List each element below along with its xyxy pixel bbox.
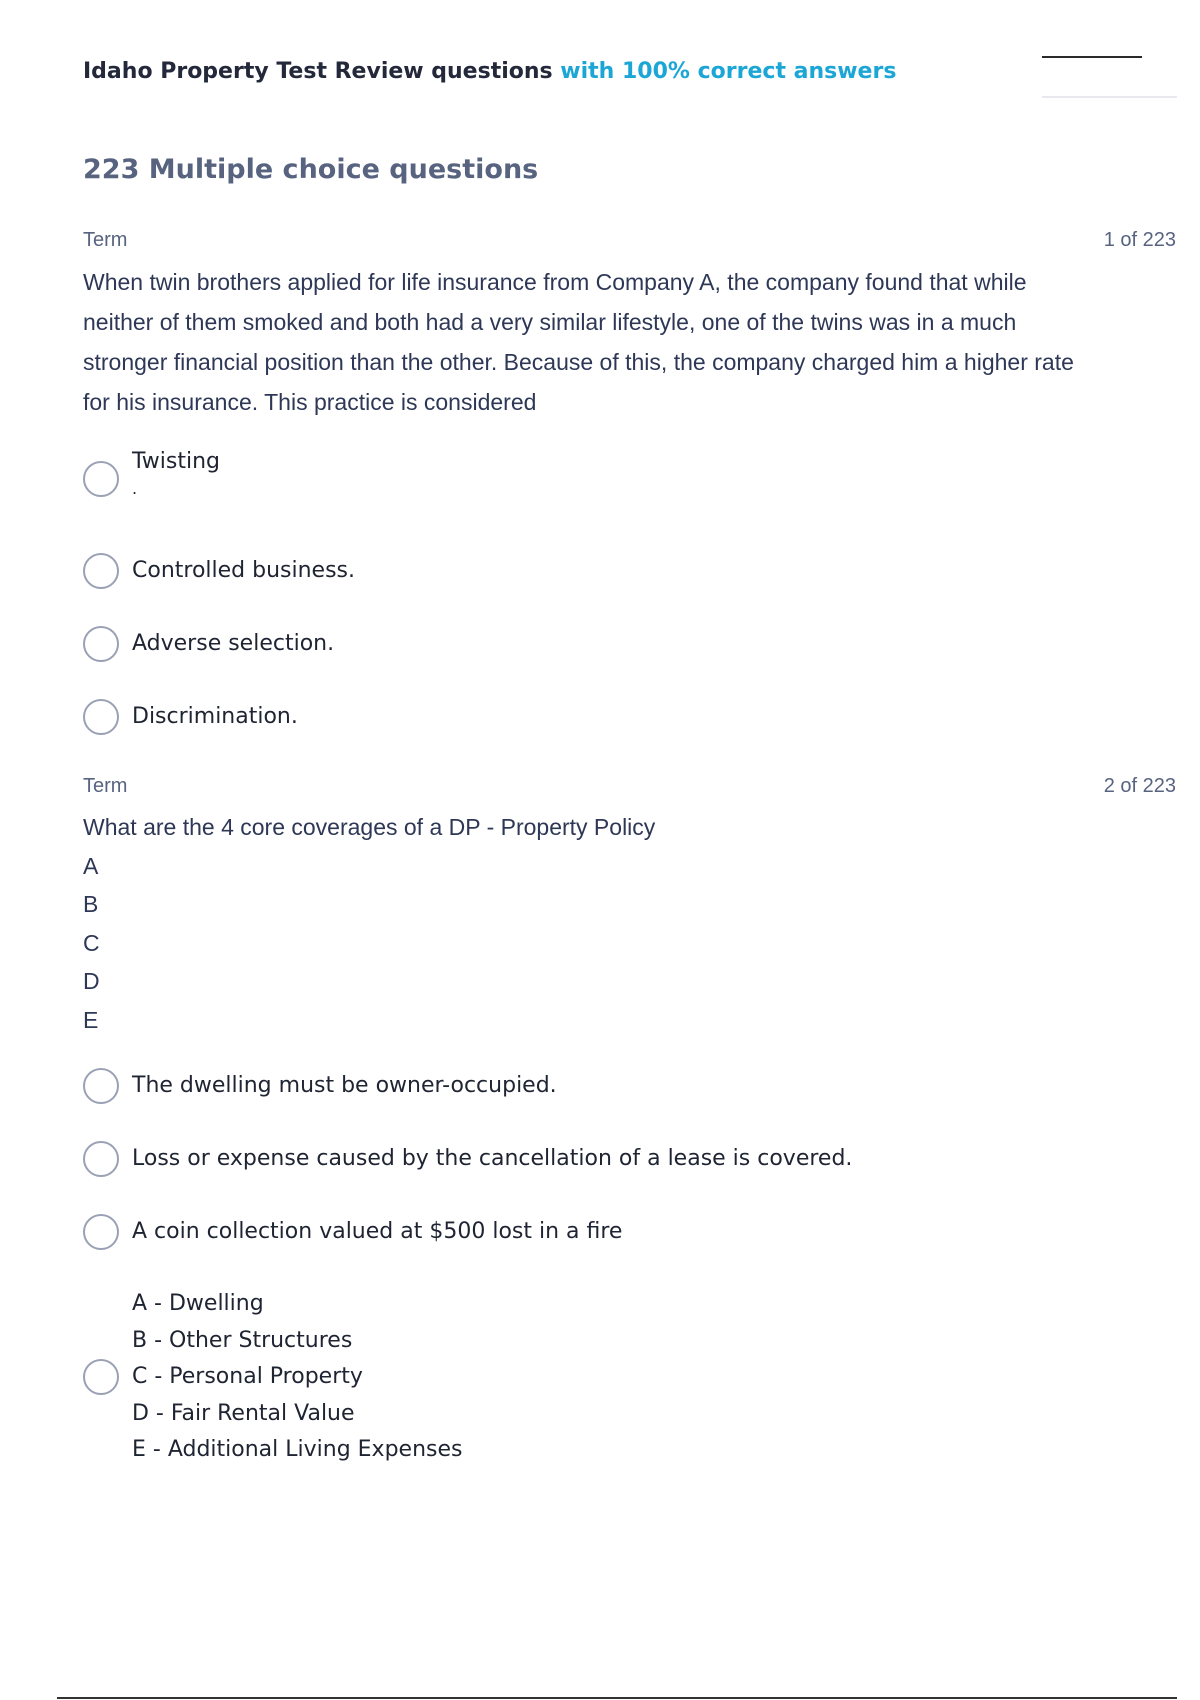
radio-button[interactable] xyxy=(83,1068,119,1104)
question-text-line: stronger financial position than the other. Because of this, the company charged him a higher rate xyxy=(83,349,1074,375)
answer-option-2[interactable] xyxy=(83,551,355,591)
radio-button[interactable] xyxy=(83,553,119,589)
question-text xyxy=(83,262,1176,422)
question-counter: 1 of 223 xyxy=(1103,228,1176,251)
answer-option-line: B - Other Structures xyxy=(132,1327,353,1353)
answer-option-1[interactable] xyxy=(83,1066,557,1106)
answer-option-1[interactable] xyxy=(83,444,220,498)
radio-button[interactable] xyxy=(83,1359,119,1395)
question-text-line: C xyxy=(83,929,100,956)
answer-option-label: A coin collection valued at $500 lost in a fire xyxy=(132,1219,623,1244)
header-divider-bottom xyxy=(1042,96,1177,98)
answer-option-2[interactable] xyxy=(83,1139,852,1179)
answer-option-3[interactable] xyxy=(83,624,334,664)
answer-option-label: Discrimination. xyxy=(132,704,298,729)
answer-option-4[interactable] xyxy=(83,697,298,737)
radio-button[interactable] xyxy=(83,461,119,497)
question-card-header xyxy=(83,226,1176,254)
answer-option-line: D - Fair Rental Value xyxy=(132,1400,355,1426)
answer-option-line: E - Additional Living Expenses xyxy=(132,1437,463,1462)
answer-option-label: The dwelling must be owner-occupied. xyxy=(132,1073,557,1098)
answer-option-4[interactable] xyxy=(83,1286,462,1469)
answer-option-line: A - Dwelling xyxy=(132,1291,264,1316)
question-text-line: D xyxy=(83,968,100,994)
radio-button[interactable] xyxy=(83,1214,119,1250)
answer-option-label: Loss or expense caused by the cancellation of a lease is covered. xyxy=(132,1146,853,1171)
question-card-1 xyxy=(83,226,1176,422)
question-card-header xyxy=(83,772,1176,800)
question-counter: 2 of 223 xyxy=(1103,774,1176,797)
answer-option-line: Twisting xyxy=(132,449,221,474)
answer-option-label xyxy=(132,444,220,498)
question-text-line: B xyxy=(83,891,99,917)
header-divider-top xyxy=(1042,56,1142,58)
document-header xyxy=(83,56,1123,96)
question-text-line: for his insurance. This practice is considered xyxy=(83,389,537,415)
question-text-line: E xyxy=(83,1006,99,1033)
question-text-line: neither of them smoked and both had a very similar lifestyle, one of the twins was in a much xyxy=(83,309,1017,335)
document-title-main: Idaho Property Test Review questions xyxy=(83,59,553,84)
term-label: Term xyxy=(83,774,128,797)
answer-option-label: Adverse selection. xyxy=(132,631,335,656)
radio-button[interactable] xyxy=(83,1141,119,1177)
answer-option-line: . xyxy=(132,479,138,498)
section-title: 223 Multiple choice questions xyxy=(83,154,539,185)
document-title-accent: with 100% correct answers xyxy=(560,59,897,84)
radio-button[interactable] xyxy=(83,626,119,662)
question-text-line: A xyxy=(83,852,99,879)
answer-option-3[interactable] xyxy=(83,1212,622,1252)
question-card-2 xyxy=(83,772,1176,1039)
term-label: Term xyxy=(83,228,128,251)
footer-divider xyxy=(57,1697,1177,1699)
question-text-line: What are the 4 core coverages of a DP - Property Policy xyxy=(83,814,656,840)
radio-button[interactable] xyxy=(83,699,119,735)
question-text xyxy=(83,808,1176,1039)
document-title xyxy=(83,56,1123,88)
question-text-line: When twin brothers applied for life insurance from Company A, the company found that while xyxy=(83,269,1027,295)
answer-option-label xyxy=(132,1286,462,1469)
answer-option-line: C - Personal Property xyxy=(132,1364,363,1389)
answer-option-label: Controlled business. xyxy=(132,558,356,583)
